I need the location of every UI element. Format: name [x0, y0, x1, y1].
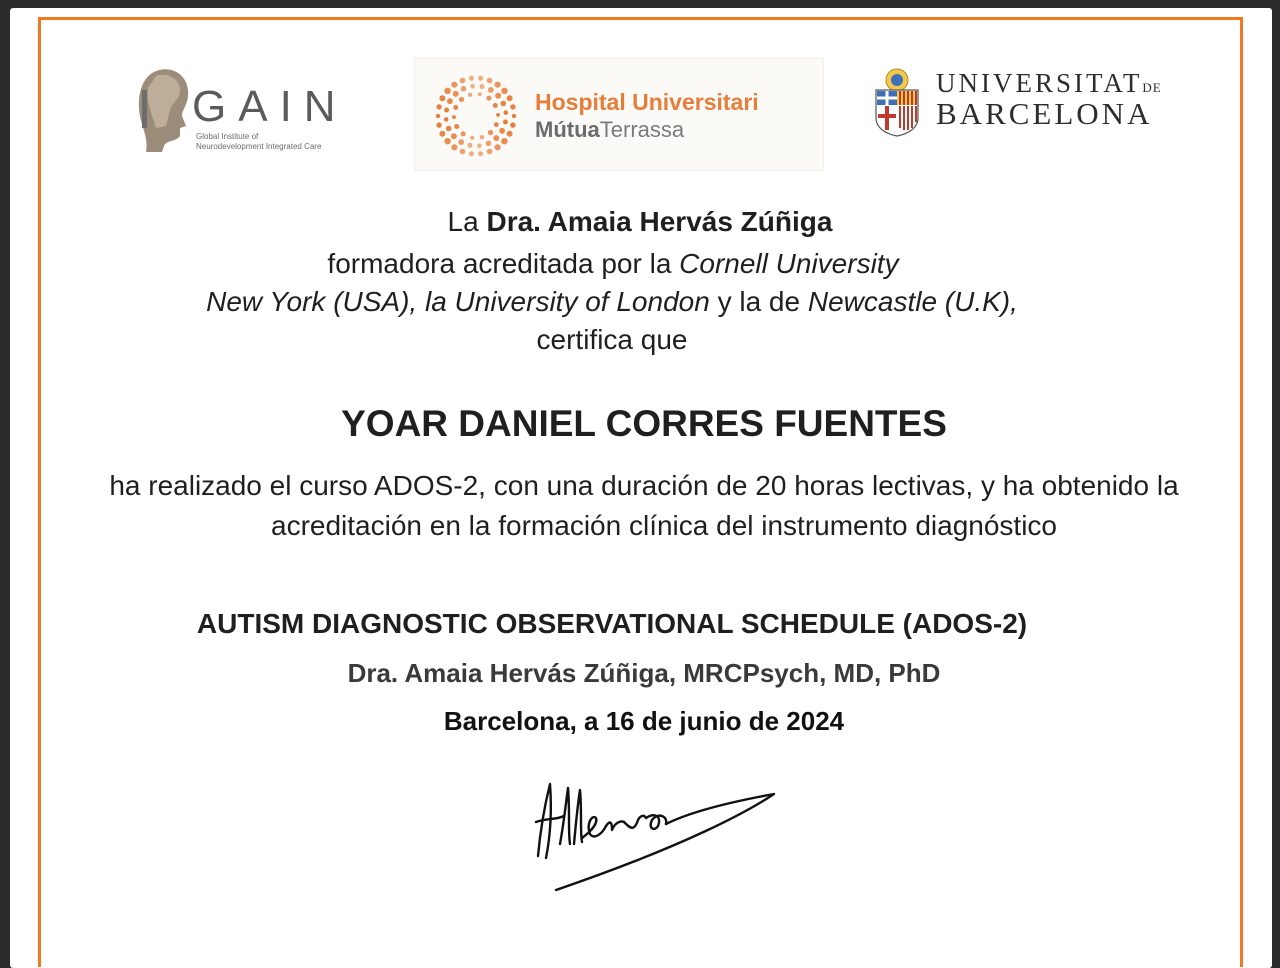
intro-line-2 [0, 248, 1253, 280]
hospital-name-line1: Hospital Universitari [535, 89, 759, 115]
head-silhouette-icon [136, 66, 196, 154]
intro-newcastle: Newcastle (U.K), [807, 286, 1018, 317]
ring-dot [436, 104, 441, 109]
gain-subtitle [196, 132, 321, 152]
ring-dot [451, 133, 457, 139]
ring-dot [496, 113, 500, 117]
ring-dot [470, 84, 475, 89]
ring-dot [486, 96, 491, 101]
ring-dot [493, 103, 498, 108]
ring-dot [454, 124, 459, 129]
course-title: AUTISM DIAGNOSTIC OBSERVATIONAL SCHEDULE (ADOS-2) [196, 608, 1028, 639]
ring-dot [494, 122, 499, 127]
ring-dot [451, 144, 457, 150]
ring-dot [488, 130, 493, 135]
ring-dot [501, 101, 507, 107]
ring-dot [451, 82, 457, 88]
ring-dot [478, 76, 483, 81]
dotted-ring-icon [433, 73, 519, 159]
ring-dot [461, 86, 467, 92]
gain-wordmark: GAIN [192, 82, 348, 131]
ring-dot [478, 151, 483, 156]
hospital-name-bold: Mútua [535, 117, 600, 142]
intro-line-3 [0, 286, 1252, 318]
university-shield-icon [872, 66, 922, 138]
ring-dot [488, 87, 494, 93]
university-name-line2: BARCELONA [936, 96, 1153, 131]
intro-line-1 [0, 206, 1280, 238]
ring-dot [507, 131, 513, 137]
ring-dot [469, 151, 474, 156]
ring-dot [453, 105, 458, 110]
ring-dot [468, 93, 472, 97]
ring-dot [439, 95, 445, 101]
instructor-credentials: Dra. Amaia Hervás Zúñiga, MRCPsych, MD, PhD [347, 658, 941, 688]
ring-dot [444, 117, 449, 122]
ring-dot [480, 135, 484, 139]
ring-dot [453, 91, 459, 97]
ring-dot [510, 104, 515, 109]
ring-dot [507, 95, 513, 101]
ring-dot [436, 122, 441, 127]
ring-dot [477, 144, 482, 149]
recipient-name: YOAR DANIEL CORRES FUENTES [341, 403, 947, 444]
ring-dot [468, 143, 473, 148]
hospital-name-regular: Terrassa [599, 117, 685, 142]
place-date: Barcelona, a 16 de junio de 2024 [443, 706, 845, 736]
ring-dot [487, 78, 493, 84]
gain-logo [132, 62, 362, 162]
ring-dot [493, 135, 499, 141]
ring-dot [444, 88, 450, 94]
intro-cornell: Cornell University [679, 248, 899, 279]
ring-dot [510, 122, 515, 127]
intro-line2-prefix: formadora acreditada por la [327, 248, 680, 279]
gain-subtitle-line2: Neurodevelopment Integrated Care [196, 142, 322, 151]
ring-dot [501, 88, 507, 94]
body-line-1: ha realizado el curso ADOS-2, con una duración de 20 horas lectivas, y ha obtenido la [109, 470, 1179, 501]
ring-dot [480, 84, 485, 89]
certifier-name: Dra. Amaia Hervás Zúñiga [486, 206, 833, 237]
hospital-logo [414, 58, 824, 171]
hospital-name-line2 [535, 117, 684, 143]
handwritten-signature [520, 772, 790, 897]
ring-dot [469, 76, 474, 81]
ring-dot [444, 108, 449, 113]
ring-dot [503, 120, 508, 125]
ring-dot [452, 115, 456, 119]
ring-dot [487, 149, 493, 155]
ring-dot [439, 131, 445, 137]
body-line-2: acreditación en la formación clínica del instrumento diagnóstico [271, 510, 1057, 541]
ring-dot [458, 139, 464, 145]
university-word: UNIVERSITAT [936, 68, 1143, 98]
ring-dot [470, 136, 474, 140]
ring-dot [459, 97, 464, 102]
ring-dot [460, 149, 466, 155]
intro-y-la-de: y la de [709, 286, 808, 317]
ring-dot [495, 93, 501, 99]
gain-subtitle-line1: Global Institute of [196, 132, 259, 141]
ring-dot [495, 144, 501, 150]
intro-la: La [447, 206, 487, 237]
university-logo [870, 64, 1170, 144]
ring-dot [501, 138, 507, 144]
ring-dot [504, 110, 509, 115]
ring-dot [512, 114, 516, 118]
ring-dot [460, 78, 466, 84]
ring-dot [499, 128, 505, 134]
intro-line-4: certifica que [536, 324, 688, 355]
ring-dot [444, 138, 450, 144]
ring-dot [486, 141, 492, 147]
ring-dot [461, 131, 466, 136]
university-de: DE [1142, 80, 1162, 95]
intro-ny-london: New York (USA), la University of London [206, 286, 710, 317]
university-name-line1 [936, 68, 1162, 99]
ring-dot [478, 92, 482, 96]
ring-dot [446, 126, 452, 132]
ring-dot [447, 98, 453, 104]
ring-dot [436, 114, 440, 118]
ring-dot [495, 82, 501, 88]
